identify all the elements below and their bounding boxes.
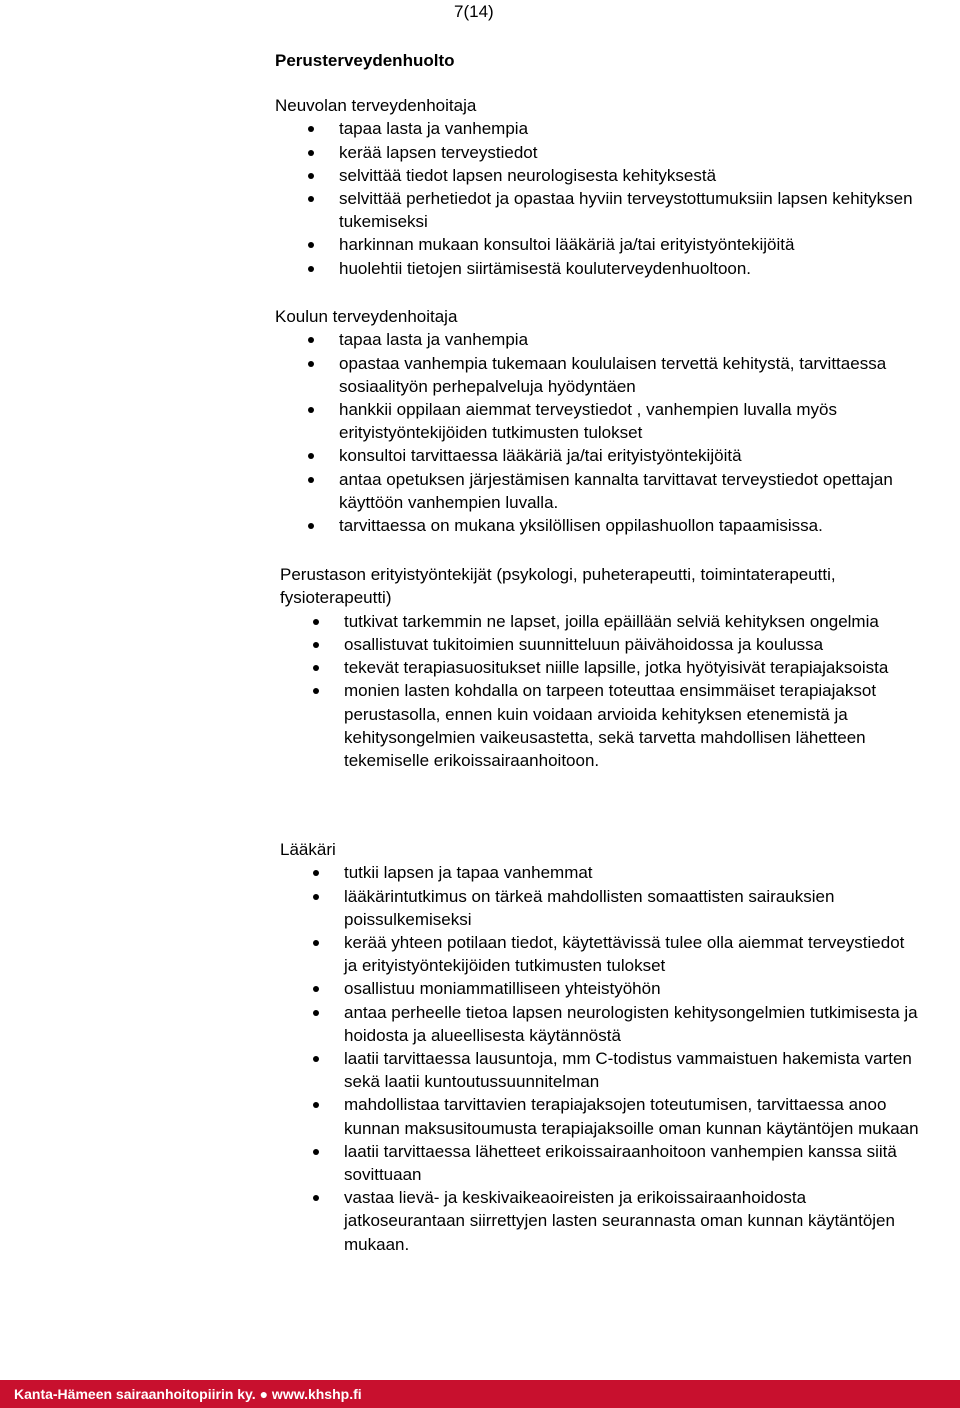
list-item: vastaa lievä- ja keskivaikeaoireisten ja erikoissairaanhoidosta jatkoseurantaan siirrettyjen lasten seurannasta oman kunnan käytäntöjen mukaan. [280, 1186, 920, 1256]
list-item: hankkii oppilaan aiemmat terveystiedot , vanhempien luvalla myös erityistyöntekijöiden tutkimusten tulokset [275, 398, 915, 444]
list-item: osallistuu moniammatilliseen yhteistyöhön [280, 977, 920, 1000]
section-heading: Koulun terveydenhoitaja [275, 307, 458, 326]
bullet-list [280, 861, 920, 1255]
list-item: lääkärintutkimus on tärkeä mahdollisten somaattisten sairauksien poissulkemiseksi [280, 885, 920, 931]
list-item: kerää lapsen terveystiedot [275, 141, 915, 164]
list-item: kerää yhteen potilaan tiedot, käytettävissä tulee olla aiemmat terveystiedot ja erityistyöntekijöiden tutkimusten tulokset [280, 931, 920, 977]
list-item: tutkii lapsen ja tapaa vanhemmat [280, 861, 920, 884]
list-item: laatii tarvittaessa lähetteet erikoissairaanhoitoon vanhempien kanssa siitä sovittuaan [280, 1140, 920, 1186]
list-item: opastaa vanhempia tukemaan koululaisen tervettä kehitystä, tarvittaessa sosiaalityön perhepalveluja hyödyntäen [275, 352, 915, 398]
bullet-list [275, 117, 915, 279]
bullet-list [280, 610, 920, 772]
list-item: mahdollistaa tarvittavien terapiajaksojen toteutumisen, tarvittaessa anoo kunnan maksusitoumusta terapiajaksoille oman kunnan käytäntöjen mukaan [280, 1093, 920, 1139]
section-laakari [280, 838, 920, 1256]
list-item: harkinnan mukaan konsultoi lääkäriä ja/tai erityistyöntekijöitä [275, 233, 915, 256]
section-neuvolan-terveydenhoitaja [275, 94, 915, 280]
list-item: selvittää tiedot lapsen neurologisesta kehityksestä [275, 164, 915, 187]
list-item: monien lasten kohdalla on tarpeen toteuttaa ensimmäiset terapiajaksot perustasolla, ennen kuin voidaan arvioida kehityksen etenemistä ja kehitysongelmien vaikeusastetta, sekä tarvetta mahdollisen lähetteen tekemiselle erikoissairaanhoitoon. [280, 679, 920, 772]
page-number: 7(14) [454, 2, 494, 21]
section-koulun-terveydenhoitaja [275, 305, 915, 537]
list-item: laatii tarvittaessa lausuntoja, mm C-todistus vammaistuen hakemista varten sekä laatii kuntoutussuunnitelman [280, 1047, 920, 1093]
list-item: tarvittaessa on mukana yksilöllisen oppilashuollon tapaamisissa. [275, 514, 915, 537]
list-item: osallistuvat tukitoimien suunnitteluun päivähoidossa ja koulussa [280, 633, 920, 656]
list-item: selvittää perhetiedot ja opastaa hyviin terveystottumuksiin lapsen kehityksen tukemiseksi [275, 187, 915, 233]
section-perustason-erityistyontekijat [280, 563, 920, 772]
bullet-list [275, 328, 915, 537]
list-item: antaa opetuksen järjestämisen kannalta tarvittavat terveystiedot opettajan käyttöön vanhempien luvalla. [275, 468, 915, 514]
list-item: konsultoi tarvittaessa lääkäriä ja/tai erityistyöntekijöitä [275, 444, 915, 467]
list-item: antaa perheelle tietoa lapsen neurologisten kehitysongelmien tutkimisesta ja hoidosta ja alueellisesta käytännöstä [280, 1001, 920, 1047]
section-heading: Lääkäri [280, 840, 336, 859]
list-item: tutkivat tarkemmin ne lapset, joilla epäillään selviä kehityksen ongelmia [280, 610, 920, 633]
page-title: Perusterveydenhuolto [275, 51, 455, 70]
list-item: huolehtii tietojen siirtämisestä kouluterveydenhuoltoon. [275, 257, 915, 280]
section-heading: Perustason erityistyöntekijät (psykologi, puheterapeutti, toimintaterapeutti, fysioterapeutti) [280, 565, 836, 608]
footer-banner: Kanta-Hämeen sairaanhoitopiirin ky. ● www.khshp.fi [0, 1380, 960, 1408]
list-item: tapaa lasta ja vanhempia [275, 328, 915, 351]
section-heading: Neuvolan terveydenhoitaja [275, 96, 477, 115]
list-item: tapaa lasta ja vanhempia [275, 117, 915, 140]
list-item: tekevät terapiasuositukset niille lapsille, jotka hyötyisivät terapiajaksoista [280, 656, 920, 679]
